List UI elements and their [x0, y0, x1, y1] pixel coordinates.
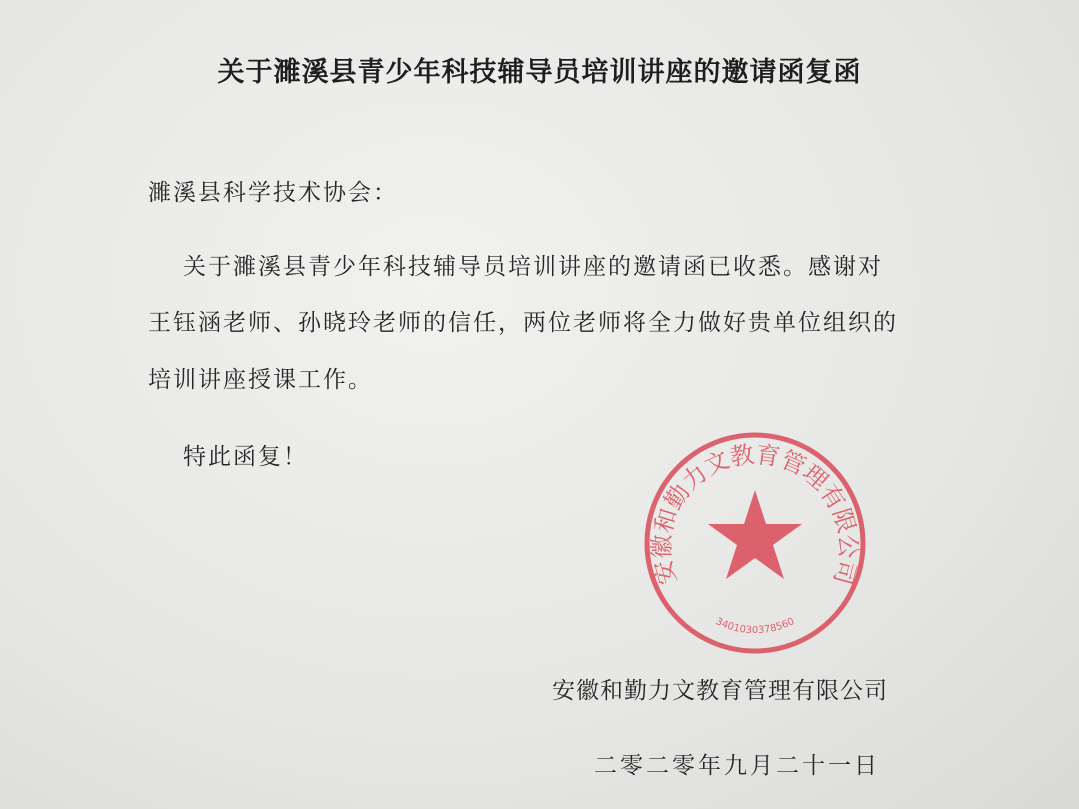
company-seal: [640, 428, 870, 658]
salutation: 濉溪县科学技术协会：: [148, 180, 398, 206]
signature-company: 安徽和勤力文教育管理有限公司: [552, 678, 888, 704]
star-icon: [708, 490, 802, 579]
body-line: 培训讲座授课工作。: [148, 367, 373, 393]
seal-text: 安徽和勤力文教育管理有限公司: [647, 440, 863, 588]
closing-remark: 特此函复！: [183, 444, 308, 470]
seal-number: 3401030378560: [713, 616, 797, 637]
body-line: 关于濉溪县青少年科技辅导员培训讲座的邀请函已收悉。感谢对: [183, 254, 883, 280]
document-date: 二零二零年九月二十一日: [594, 753, 880, 779]
document-title: 关于濉溪县青少年科技辅导员培训讲座的邀请函复函: [217, 57, 862, 88]
body-line: 王钰涵老师、孙晓玲老师的信任，两位老师将全力做好贵单位组织的: [148, 310, 898, 336]
